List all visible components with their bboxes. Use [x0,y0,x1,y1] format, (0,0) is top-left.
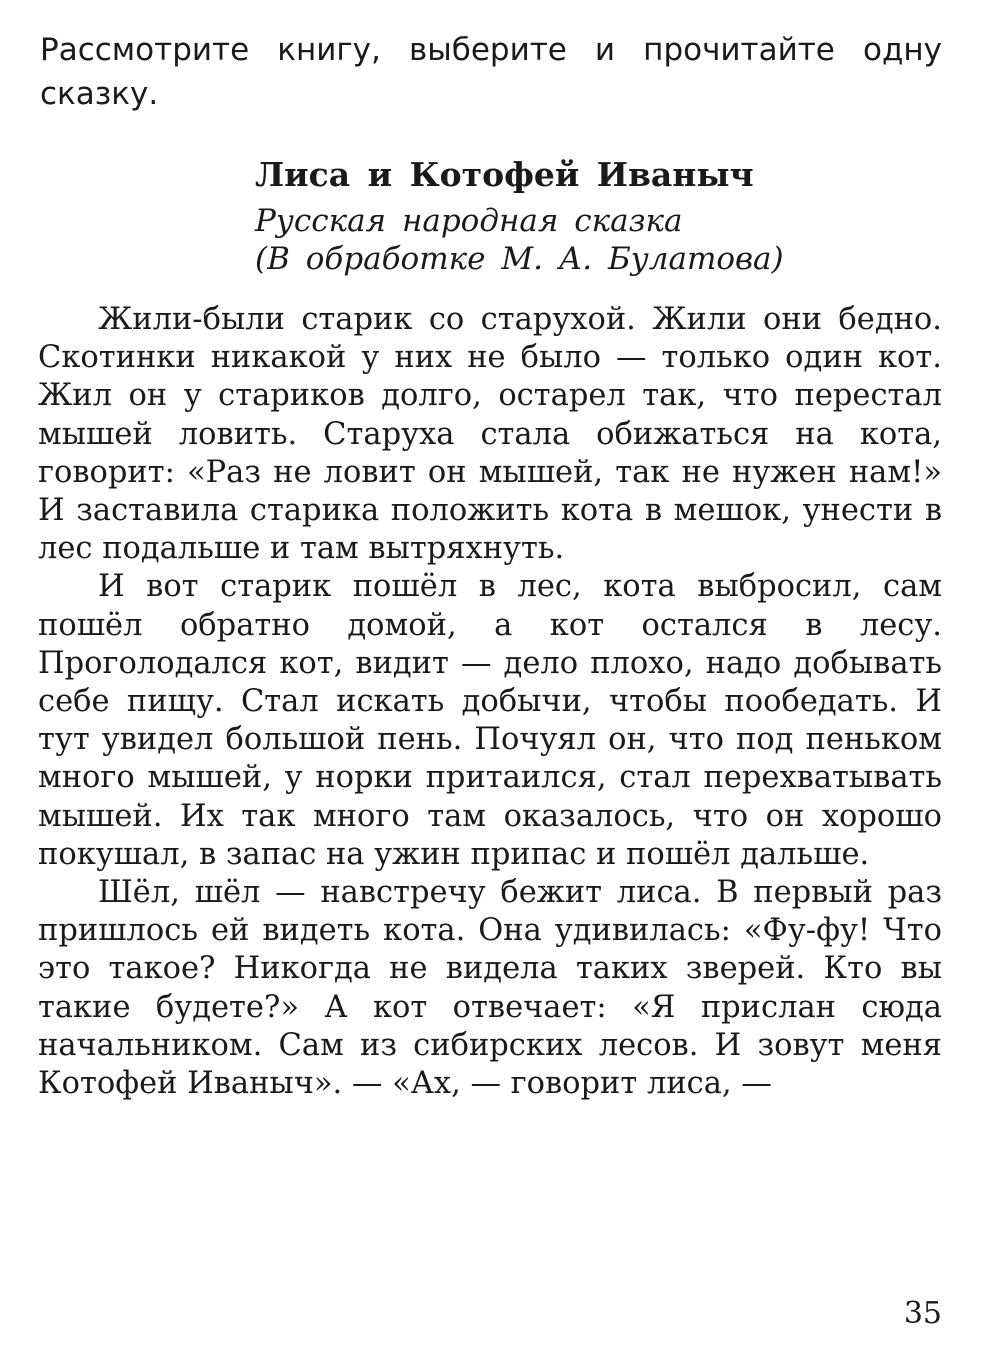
story-text [38,301,942,1103]
story-title: Лиса и Котофей Иваныч [255,155,754,194]
subtitle-adaptation: (В обработке М. А. Булатова) [255,241,784,277]
paragraph-3: Шёл, шёл — навстречу бежит лиса. В первый раз пришлось ей видеть кота. Она удивилась: «Фу-фу! Что это такое? Никогда не видела таких зверей. Кто вы такие будете?» А кот отвечает: «Я прислан сюда начальником. Сам из сибирских лесов. И зовут меня Котофей Иваныч». — «Ах, — говорит лиса, — [38,875,942,1102]
page-number: 35 [903,1296,942,1331]
story-subtitle [255,202,875,278]
paragraph-1: Жили-были старик со старухой. Жили они бедно. Скотинки никакой у них не было — только один кот. Жил он у стариков долго, остарел так, что перестал мышей ловить. Старуха стала обижаться на кота, говорит: «Раз не ловит он мышей, так не нужен нам!» И заставила старика положить кота в мешок, унести в лес подальше и там вытряхнуть. [38,302,942,567]
paragraph-2: И вот старик пошёл в лес, кота выбросил, сам пошёл обратно домой, а кот остался в лесу. Проголодался кот, видит — дело плохо, надо добывать себе пищу. Стал искать добычи, чтобы пообедать. И тут увидел большой пень. Почуял он, что под пеньком много мышей, у норки притаился, стал перехватывать мышей. Их так много там оказалось, что он хорошо покушал, в запас на ужин припас и пошёл дальше. [38,569,942,872]
task-instruction: Рассмотрите книгу, выберите и прочитайте одну сказку. [40,32,942,112]
story-heading [255,152,875,278]
subtitle-genre: Русская народная сказка [255,203,683,239]
